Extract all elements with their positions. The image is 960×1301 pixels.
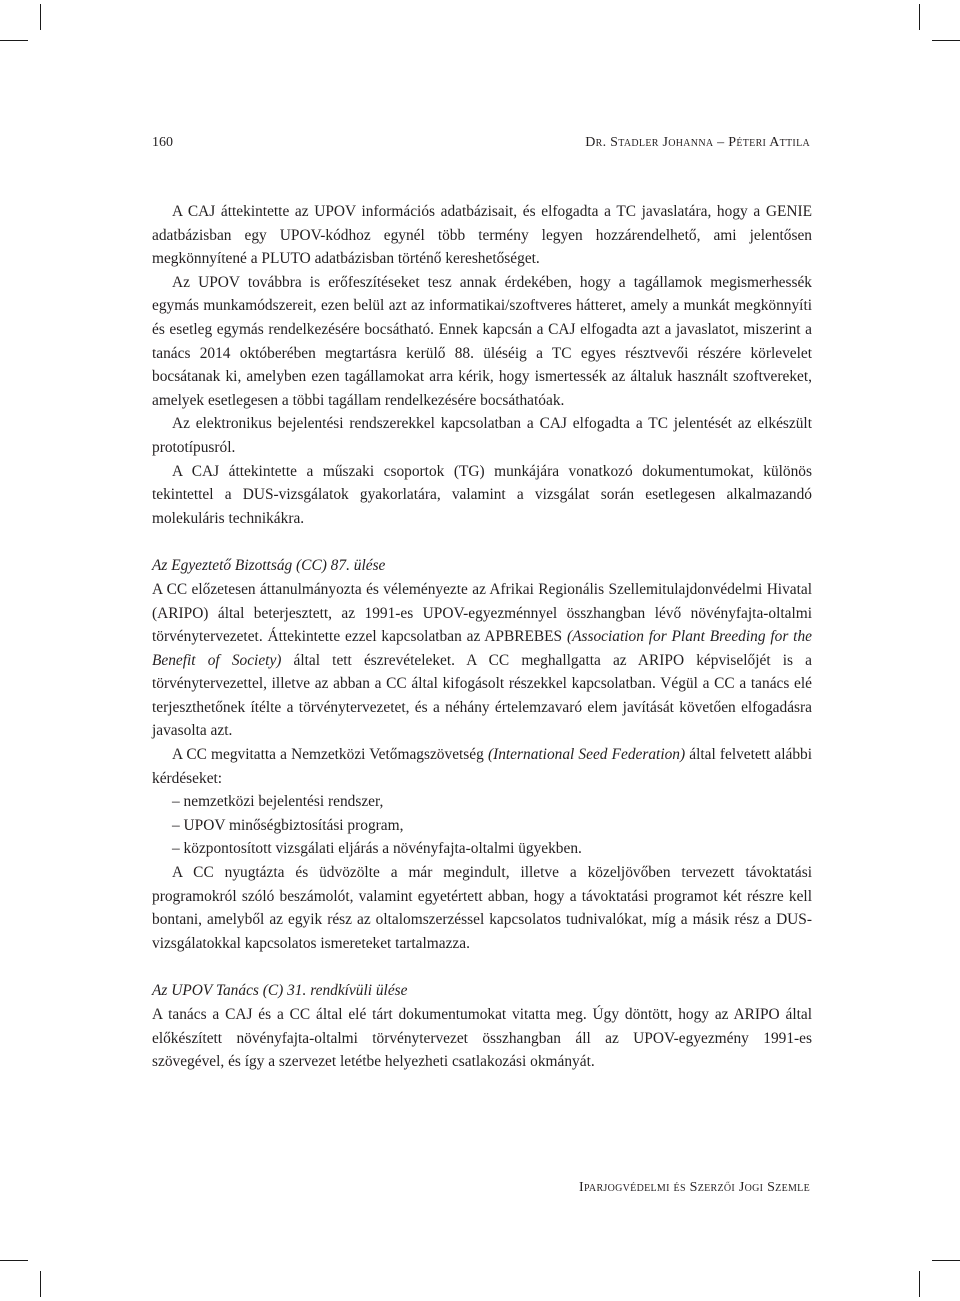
paragraph: A CAJ áttekintette az UPOV információs adatbázisait, és elfogadta a TC javaslatára, hogy a GENIE adatbázisban egy UPOV-kódhoz egynél több termény legyen hozzárendelhető, ami jelentősen megkönnyítené a PLUTO adatbázisban történő kereshetőséget.: [152, 203, 812, 268]
crop-mark: [40, 1271, 41, 1297]
paragraph: Az UPOV továbbra is erőfeszítéseket tesz annak érdekében, hogy a tagállamok megismerhessék egymás munkamódszereit, ezen belül azt az informatikai/szoftveres hátteret, amely a munkát megkönnyíti és esetleg egymás rendelkezésére bocsátható. Ennek kapcsán a CAJ elfogadta azt a javaslatot, miszerint a tanács 2014 októberében megtartásra kerülő 88. üléséig a TC egyes résztvevői részére körlevelet bocsátanak ki, amelyben ezen tagállamokat arra kérik, hogy ismertessék az általuk használt szoftvereket, amelyek esetlegesen a többi tagállam rendelkezésére bocsáthatóak.: [152, 273, 812, 409]
paragraph: A tanács a CAJ és a CC által elé tárt dokumentumokat vitatta meg. Úgy döntött, hogy az ARIPO által előkészített növényfajta-oltalmi törvénytervezet összhangban áll az UPOV-egyezmény 1991-es szövegével, és így a szervezet letétbe helyezheti csatlakozási okmányát.: [152, 1006, 812, 1071]
running-head: Dr. Stadler Johanna – Péteri Attila: [585, 135, 810, 150]
page-number: 160: [152, 135, 173, 150]
list-item: – nemzetközi bejelentési rendszer,: [172, 790, 812, 814]
crop-mark: [932, 1260, 960, 1261]
paragraph: Az elektronikus bejelentési rendszerekkel kapcsolatban a CAJ elfogadta a TC jelentését az elkészült prototípusról.: [152, 415, 812, 456]
crop-mark: [932, 40, 960, 41]
section-heading-council: Az UPOV Tanács (C) 31. rendkívüli ülése: [152, 982, 408, 1000]
crop-mark: [40, 4, 41, 30]
crop-mark: [919, 1271, 920, 1297]
paragraph: A CC megvitatta a Nemzetközi Vetőmagszövetség (International Seed Federation) által felvetett alábbi kérdéseket:: [152, 746, 813, 787]
issue-list: [152, 790, 812, 861]
list-item: – UPOV minőségbiztosítási program,: [172, 814, 812, 838]
crop-mark: [0, 40, 28, 41]
section-heading-cc: Az Egyeztető Bizottság (CC) 87. ülése: [152, 557, 386, 575]
paragraph: A CC nyugtázta és üdvözölte a már megindult, illetve a közeljövőben tervezett távoktatási programokról szóló beszámolót, valamint egyetértett abban, hogy a távoktatási programot két részre kell bontani, amelyből az egyik rész az oltalomszerzéssel kapcsolatos tudnivalókat, míg a másik rész a DUS-vizsgálatokkal kapcsolatos ismereteket tartalmazza.: [152, 864, 812, 952]
list-item: – központosított vizsgálati eljárás a növényfajta-oltalmi ügyekben.: [172, 837, 812, 861]
body-text: [152, 200, 812, 1074]
paragraph: A CC előzetesen áttanulmányozta és véleményezte az Afrikai Regionális Szellemitulajdonvédelmi Hivatal (ARIPO) által beterjesztett, az 1991-es UPOV-egyezménnyel összhangban lévő növényfajta-oltalmi törvénytervezetet. Áttekintette ezzel kapcsolatban az APBREBES (Association for Plant Breeding for the Benefit of Society) által tett észrevételeket. A CC meghallgatta az ARIPO képviselőjét is a törvénytervezettel, illetve az abban a CC által kifogásolt részekkel kapcsolatban. Végül a CC a tanács elé terjeszthetőnek ítélte a törvénytervezetet, és a néhány értelemzavaró elem javítását követően elfogadásra javasolta azt.: [152, 580, 812, 740]
running-foot: Iparjogvédelmi és Szerzői Jogi Szemle: [579, 1180, 810, 1195]
crop-mark: [0, 1260, 28, 1261]
paragraph: A CAJ áttekintette a műszaki csoportok (TG) munkájára vonatkozó dokumentumokat, különös tekintettel a DUS-vizsgálatok gyakorlatára, valamint a vizsgálat során esetlegesen alkalmazandó molekuláris technikákra.: [152, 462, 812, 527]
crop-mark: [919, 4, 920, 30]
